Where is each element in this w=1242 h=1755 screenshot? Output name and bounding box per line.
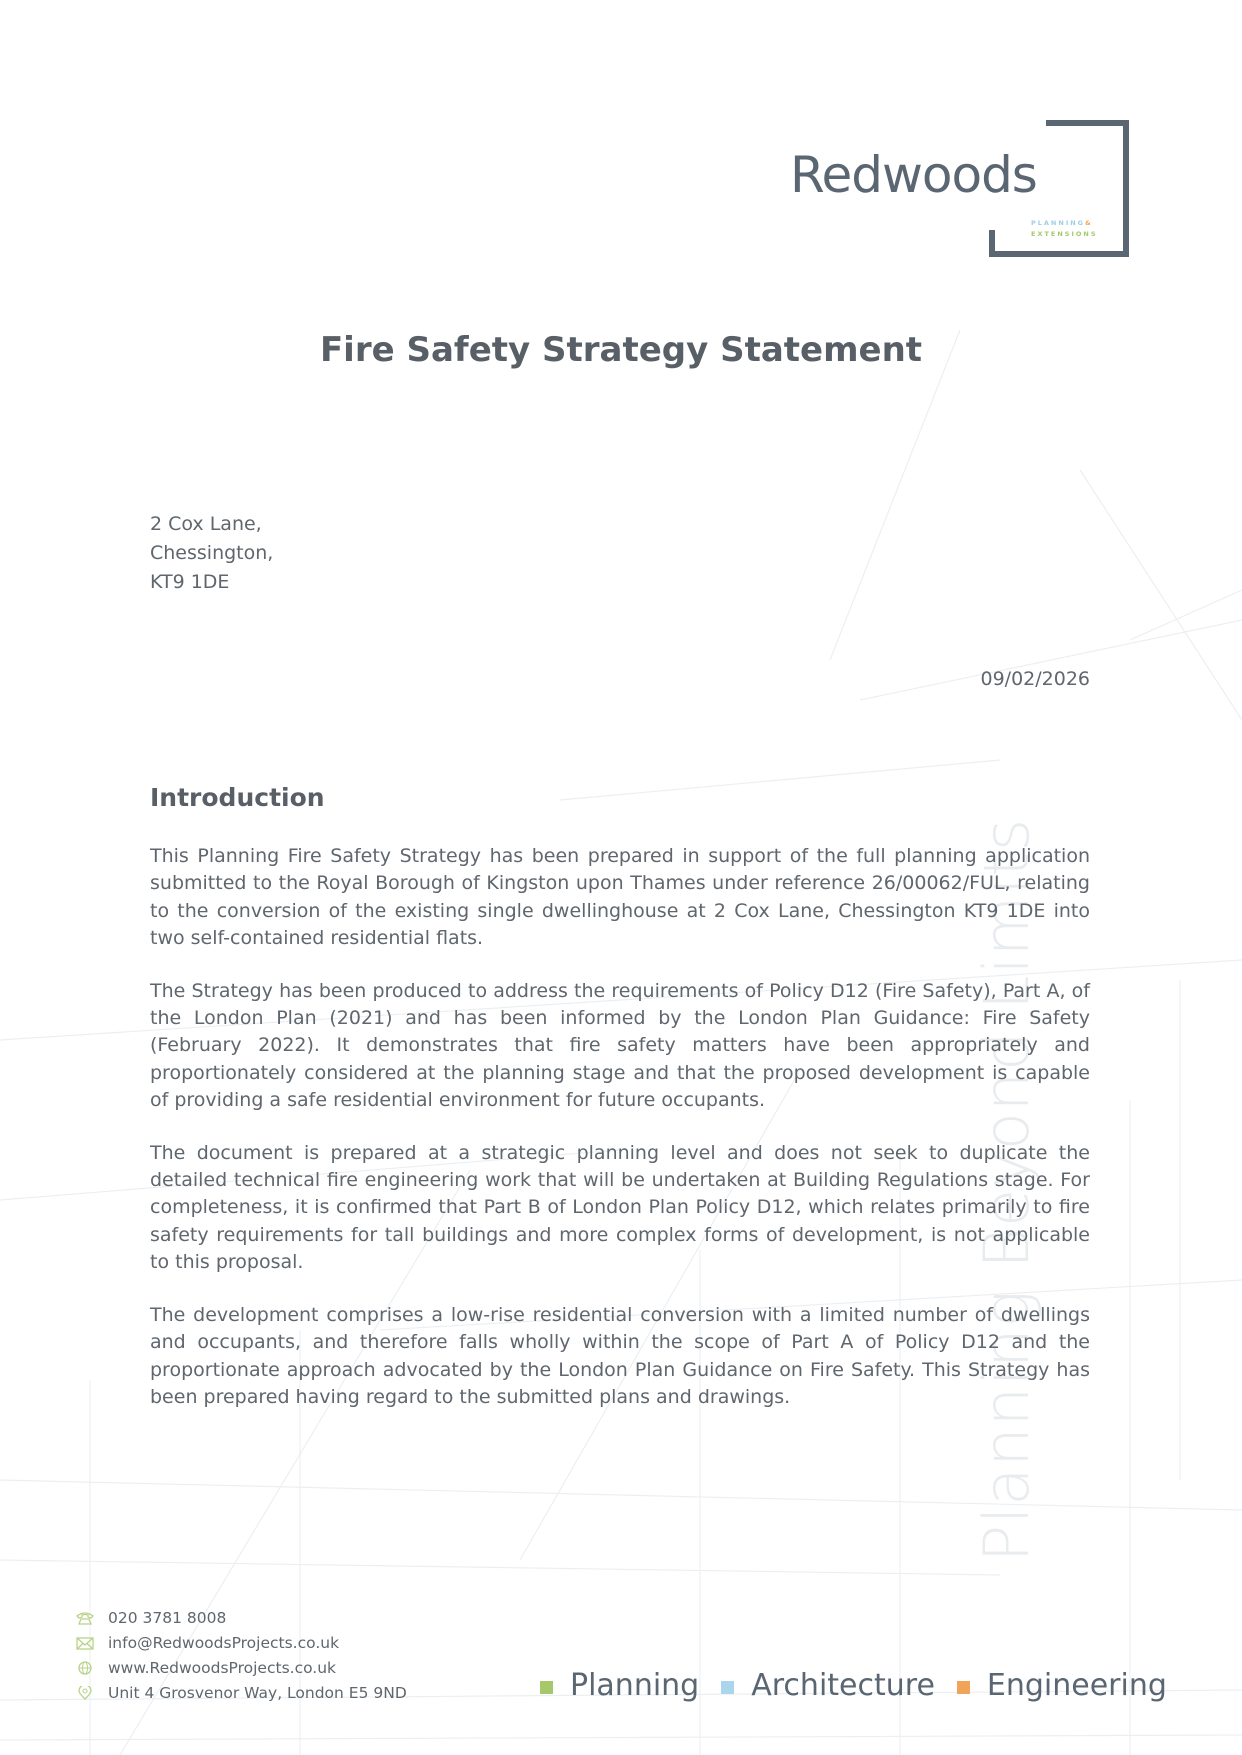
watermark-text: Planning Beyond Limits — [970, 817, 1043, 1563]
body-text — [150, 843, 1090, 1436]
services-strip — [540, 1668, 1189, 1703]
square-bullet-icon — [721, 1681, 734, 1694]
company-logo — [780, 118, 1132, 260]
square-bullet-icon — [957, 1681, 970, 1694]
address-line: 2 Cox Lane, — [150, 513, 262, 535]
contact-email — [75, 1630, 407, 1655]
phone-icon — [75, 1611, 95, 1625]
contact-details — [75, 1605, 407, 1705]
document-title: Fire Safety Strategy Statement — [319, 330, 923, 370]
site-address — [150, 510, 273, 597]
service-label: Engineering — [986, 1668, 1167, 1703]
contact-phone — [75, 1605, 407, 1630]
logo-tagline: PLANNING& EXTENSIONS — [1031, 219, 1098, 238]
service-architecture — [721, 1668, 935, 1703]
paragraph: The Strategy has been produced to address the requirements of Policy D12 (Fire Safety), Part A, of the London Plan (2021) and has been informed by the London Plan Guidance: Fire Safety (February 2022). It demonstrates that fire safety matters have been appropriately and proportionately considered at the planning stage and that the proposed development is capable of providing a safe residential environment for future occupants. — [150, 979, 1090, 1112]
address-line: Chessington, — [150, 542, 274, 564]
location-pin-icon — [75, 1686, 95, 1700]
phone-number: 020 3781 8008 — [108, 1608, 227, 1627]
service-planning — [540, 1668, 699, 1703]
address-line: KT9 1DE — [150, 571, 230, 593]
logo-wordmark: Redwoods — [790, 146, 1037, 204]
email-link[interactable]: info@RedwoodsProjects.co.uk — [108, 1633, 340, 1652]
website-link[interactable]: www.RedwoodsProjects.co.uk — [108, 1658, 337, 1677]
contact-address — [75, 1680, 407, 1705]
service-label: Architecture — [751, 1668, 935, 1703]
document-date: 09/02/2026 — [980, 668, 1090, 690]
mail-icon — [75, 1636, 95, 1650]
paragraph: The development comprises a low-rise residential conversion with a limited number of dwellings and occupants, and therefore falls wholly within the scope of Part A of Policy D12 and the proportionate approach advocated by the London Plan Guidance on Fire Safety. This Strategy has been prepared having regard to the submitted plans and drawings. — [150, 1303, 1090, 1408]
globe-icon — [75, 1661, 95, 1675]
service-label: Planning — [570, 1668, 700, 1703]
square-bullet-icon — [540, 1681, 553, 1694]
service-engineering — [957, 1668, 1167, 1703]
office-address: Unit 4 Grosvenor Way, London E5 9ND — [108, 1683, 407, 1702]
section-heading: Introduction — [150, 783, 325, 812]
paragraph: The document is prepared at a strategic planning level and does not seek to duplicate the detailed technical fire engineering work that will be undertaken at Building Regulations stage. For completeness, it is confirmed that Part B of London Plan Policy D12, which relates primarily to fire safety requirements for tall buildings and more complex forms of development, is not applicable to this proposal. — [150, 1141, 1090, 1274]
paragraph: This Planning Fire Safety Strategy has been prepared in support of the full planning application submitted to the Royal Borough of Kingston upon Thames under reference 26/00062/FUL, relating to the conversion of the existing single dwellinghouse at 2 Cox Lane, Chessington KT9 1DE into two self-contained residential flats. — [150, 845, 1090, 950]
contact-website — [75, 1655, 407, 1680]
